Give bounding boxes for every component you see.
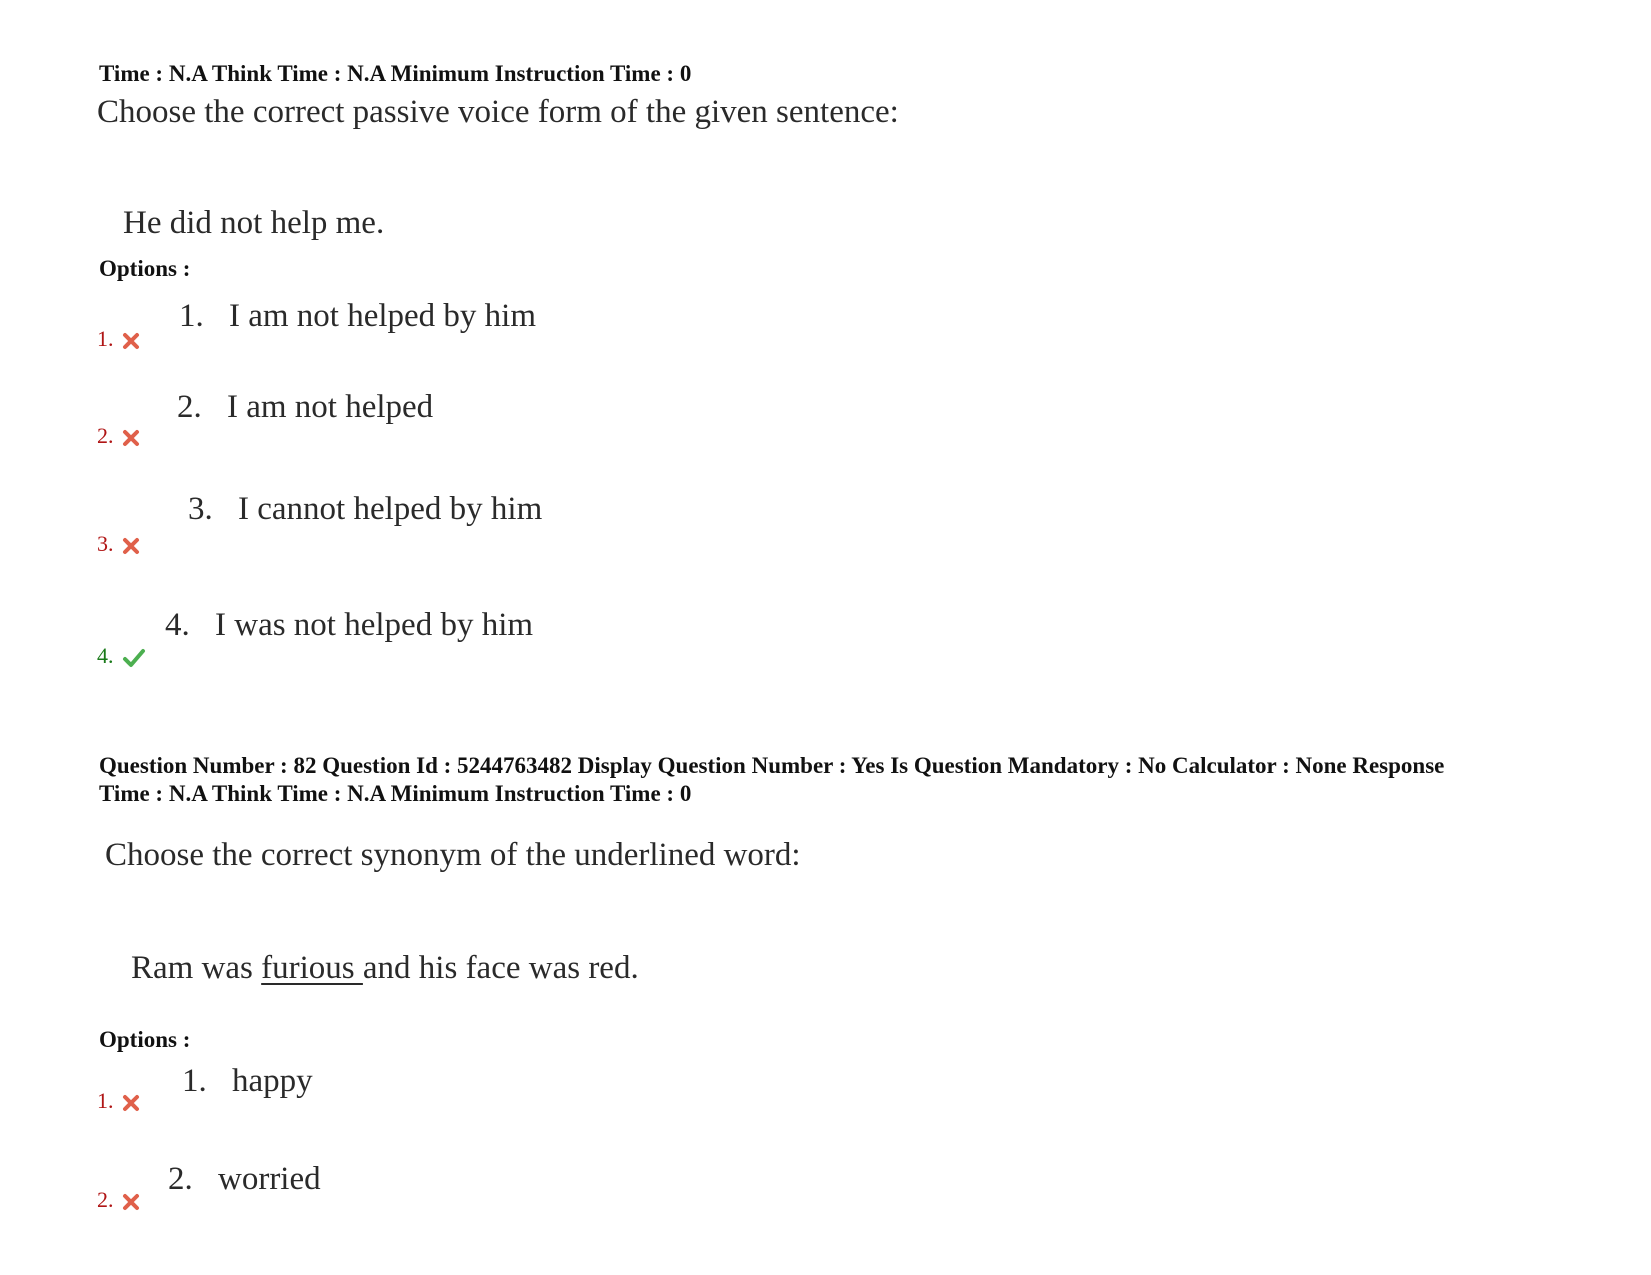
option-number: [97, 1187, 140, 1213]
question-prompt: Choose the correct synonym of the underlined word:: [105, 837, 801, 873]
option-text: [188, 491, 542, 528]
cross-icon: [122, 537, 140, 555]
option-number-label: 1.: [97, 1088, 114, 1113]
option-inner-number: 1.: [179, 298, 204, 334]
option-number-label: 2.: [97, 1187, 114, 1212]
option-text: [165, 607, 533, 644]
option-inner-number: 3.: [188, 491, 213, 527]
question-sentence: He did not help me.: [123, 205, 385, 241]
sentence-text: and his face was red.: [362, 950, 639, 986]
option-label: happy: [232, 1063, 313, 1099]
option-number-label: 1.: [97, 326, 114, 351]
option-text: [177, 389, 433, 426]
question-meta-line: Question Number : 82 Question Id : 5244763482 Display Question Number : Yes Is Question Mandatory : No Calculator : None Response: [99, 753, 1445, 778]
cross-icon: [122, 429, 140, 447]
option-number: [97, 643, 146, 669]
question-meta-line: Time : N.A Think Time : N.A Minimum Instruction Time : 0: [99, 781, 692, 806]
check-icon: [122, 647, 146, 669]
options-label: Options :: [99, 1027, 191, 1052]
cross-icon: [122, 332, 140, 350]
option-label: I am not helped by him: [229, 298, 537, 334]
option-label: worried: [218, 1161, 321, 1197]
option-number: [97, 326, 140, 352]
option-number: [97, 1088, 140, 1114]
options-label: Options :: [99, 256, 191, 281]
option-inner-number: 1.: [182, 1063, 207, 1099]
option-inner-number: 2.: [177, 389, 202, 425]
option-inner-number: 2.: [168, 1161, 193, 1197]
option-number-label: 2.: [97, 423, 114, 448]
question-sentence: [131, 950, 639, 987]
question-prompt: Choose the correct passive voice form of the given sentence:: [97, 94, 899, 130]
option-number-label: 4.: [97, 643, 114, 668]
cross-icon: [122, 1094, 140, 1112]
option-number-label: 3.: [97, 531, 114, 556]
option-label: I am not helped: [227, 389, 434, 425]
option-number: [97, 423, 140, 449]
option-label: I cannot helped by him: [238, 491, 543, 527]
option-text: [168, 1161, 321, 1198]
underlined-word: furious: [261, 950, 363, 986]
option-number: [97, 531, 140, 557]
cross-icon: [122, 1193, 140, 1211]
option-text: [182, 1063, 313, 1100]
option-text: [179, 298, 536, 335]
question-meta-line: Time : N.A Think Time : N.A Minimum Instruction Time : 0: [99, 61, 692, 86]
sentence-text: Ram was: [131, 950, 262, 986]
option-label: I was not helped by him: [215, 607, 534, 643]
option-inner-number: 4.: [165, 607, 190, 643]
